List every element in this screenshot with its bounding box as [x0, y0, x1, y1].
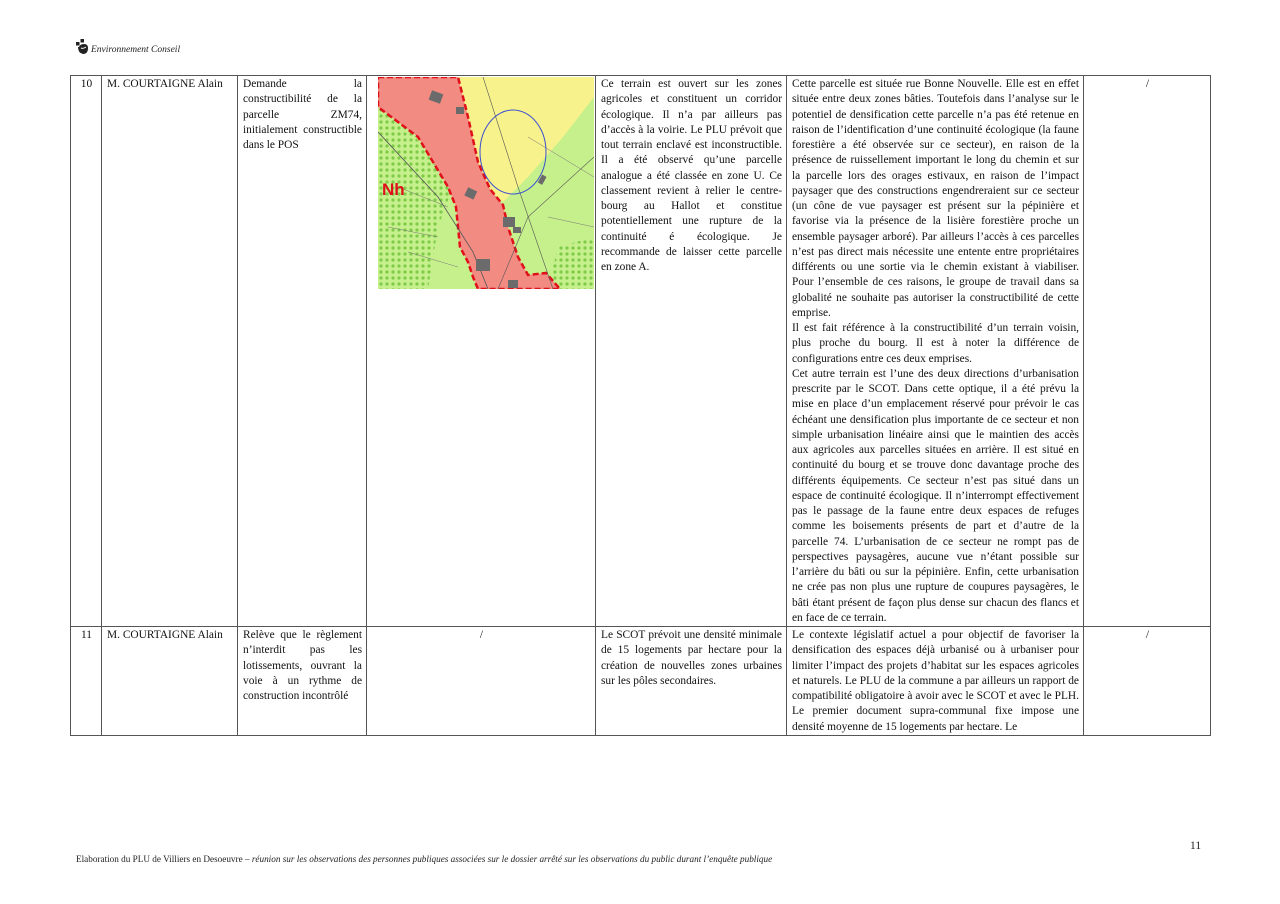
decision-cell: /	[1084, 76, 1211, 627]
leaf-logo-icon	[76, 39, 88, 55]
response-paragraph: Le contexte législatif actuel a pour objectif de favoriser la densification des espaces déjà urbanisé ou à urbaniser pour limiter l’impact des projets d’habitat sur les espaces agricoles et naturels. Le PLU de la commune a par ailleurs un rapport de compatibilité obligatoire à avoir avec le SCOT et avec le PLH. Le premier document supra-communal fixe impose une densité moyenne de 15 logements par hectare. Le	[792, 629, 1079, 733]
response-paragraph: Il est fait référence à la constructibilité d’un terrain voisin, plus proche du bourg. Il est à noter la différence de configurations entre ces deux emprises.	[792, 322, 1079, 365]
zoning-map	[378, 77, 594, 289]
page-number: 11	[1190, 840, 1202, 852]
response-paragraph: Cet autre terrain est l’une des deux directions d’urbanisation prescrite par le SCOT. Dans cette optique, il a été prévu la mise en place d’un emplacement réservé pour prévoir le cas échéant une densification plus importante de ce secteur et non simple urbanisation linéaire ainsi que le maintien des accès aux agricoles aux parcelles situées en arrière. Il est situé en continuité du bourg et se trouve donc davantage proche des différents équipements. Ce secteur n’est pas situé dans un espace de continuité écologique. Il n’interrompt effectivement pas le passage de la faune entre deux espaces de refuges comme les boisements présents de part et d’autre de la parcelle 74. L’urbanisation de ce secteur ne rompt pas de perspectives paysagères, aucune vue n’étant possible sur l’arrière du bâti ou sur la pépinière. Enfin, cette urbanisation ne crée pas non plus une rupture de coupures paysagères, le bâti étant présent de façon plus dense sur chacun des flancs et en face de ce terrain.	[792, 367, 1079, 624]
request-cell: Relève que le règlement n’interdit pas les lotissements, ouvrant la voie à un rythme de construction incontrôlé	[238, 627, 367, 736]
author-cell: M. COURTAIGNE Alain	[102, 76, 238, 627]
footer-subtitle: – réunion sur les observations des personnes publiques associées sur le dossier arrêté sur les observations du public durant l’enquête publique	[242, 854, 773, 864]
map-cell	[367, 76, 596, 627]
row-number: 11	[71, 627, 102, 736]
commissaire-comment-cell: Le SCOT prévoit une densité minimale de 15 logements par hectare pour la création de nouvelles zones urbaines sur les pôles secondaires.	[596, 627, 787, 736]
footer	[76, 854, 772, 864]
request-cell: Demande la constructibilité de la parcelle ZM74, initialement constructible dans le POS	[238, 76, 367, 627]
logo-text: Environnement Conseil	[91, 45, 181, 55]
zoning-map-image	[378, 77, 594, 289]
observations-table	[70, 75, 1211, 736]
table-row	[71, 76, 1211, 627]
response-paragraph: Cette parcelle est située rue Bonne Nouvelle. Elle est en effet située entre deux zones bâties. Toutefois dans l’analyse sur le potentiel de densification cette parcelle n’a pas été retenue en raison de l’identification d’une continuité écologique (la faune forestière a été observée sur ce secteur), en raison de la présence de ruissellement important le long du chemin et sur la parcelle lors des orages estivaux, en raison de l’impact paysager que des constructions engendreraient sur ce secteur (un cône de vue paysager est présent sur la pépinière et favorise via la présence de la lisière forestière proche un ensemble paysager arboré). Par ailleurs l’accès à ces parcelles n’est pas direct mais nécessite une entente entre propriétaires différents ou une sortie via le chemin existant à viabiliser. Pour l’ensemble de ces raisons, le groupe de travail dans sa globalité ne souhaite pas autoriser la constructibilité de cette emprise.	[792, 78, 1079, 319]
map-cell: /	[367, 627, 596, 736]
footer-title: Elaboration du PLU de Villiers en Desoeuvre	[76, 854, 243, 864]
row-number: 10	[71, 76, 102, 627]
author-cell: M. COURTAIGNE Alain	[102, 627, 238, 736]
decision-cell: /	[1084, 627, 1211, 736]
commissaire-comment-cell: Ce terrain est ouvert sur les zones agricoles et constituent un corridor écologique. Il n’a par ailleurs pas d’accès à la voirie. Le PLU prévoit que tout terrain enclavé est inconstructible. Il a été observé qu’une parcelle analogue a été classée en zone U. Ce classement revient à relier le centre-bourg au Hallot et constitue potentiellement une rupture de la continuité é écologique. Je recommande de laisser cette parcelle en zone A.	[596, 76, 787, 627]
map-zone-label: Nh	[382, 180, 405, 199]
table-row	[71, 627, 1211, 736]
header-logo	[76, 39, 180, 55]
response-cell	[787, 627, 1084, 736]
response-cell	[787, 76, 1084, 627]
